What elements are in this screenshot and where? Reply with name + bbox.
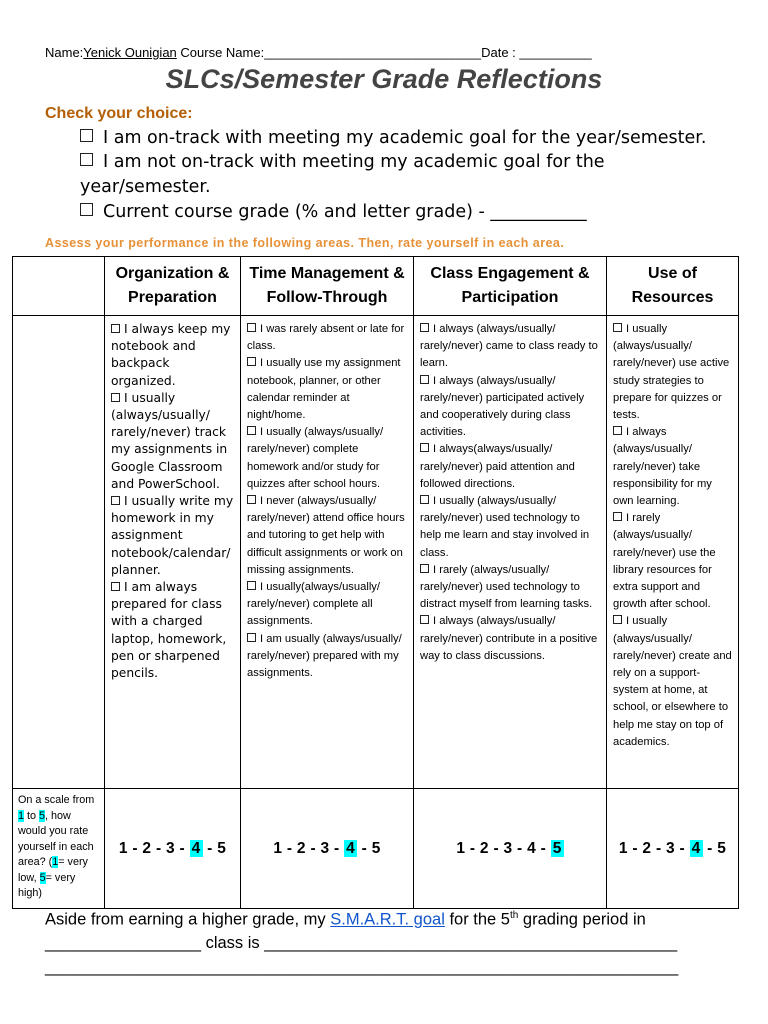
statement-text: I usually(always/usually/ rarely/never) complete all assignments. [247, 581, 381, 628]
checkbox-icon[interactable] [247, 426, 256, 435]
statement-item[interactable] [613, 613, 733, 751]
rating-separator: - [282, 839, 297, 857]
statement-item[interactable] [247, 493, 408, 579]
checkbox-icon[interactable] [420, 443, 429, 452]
rating-option-1[interactable]: 1 [273, 839, 283, 857]
statement-text: I always (always/usually/ rarely/never) take responsibility for my own learning. [613, 426, 712, 508]
date-blank: __________ [519, 45, 592, 60]
checkbox-icon[interactable] [420, 564, 429, 573]
rating-option-4[interactable]: 4 [346, 839, 356, 857]
rating-separator: - [357, 839, 372, 857]
student-name: Yenick Ounigian [83, 45, 177, 60]
table-row-statements [13, 316, 739, 789]
table-row-ratings [13, 789, 739, 909]
rating-option-2[interactable]: 2 [642, 839, 652, 857]
rating-separator: - [536, 839, 551, 857]
choice-not-on-track-continued: year/semester. [80, 177, 211, 197]
checkbox-icon[interactable] [80, 203, 93, 216]
checkbox-icon[interactable] [613, 426, 622, 435]
name-label: Name: [45, 45, 84, 60]
checkbox-icon[interactable] [613, 323, 622, 332]
rating-separator: - [512, 839, 528, 857]
assess-instruction: Assess your performance in the following areas. Then, rate yourself in each area. [45, 236, 565, 250]
statement-item[interactable] [247, 321, 408, 355]
rating-separator: - [488, 839, 504, 857]
statement-item[interactable] [420, 321, 601, 373]
checkbox-icon[interactable] [420, 323, 429, 332]
statement-item[interactable] [613, 424, 733, 510]
statement-item[interactable] [420, 493, 601, 562]
reflection-table [12, 256, 739, 909]
checkbox-icon[interactable] [247, 581, 256, 590]
statements-empty-cell [13, 316, 105, 789]
checkbox-icon[interactable] [613, 615, 622, 624]
statement-text: I usually (always/usually/ rarely/never) complete homework and/or study for quizzes after school hours. [247, 426, 384, 490]
statement-item[interactable] [247, 631, 408, 683]
rating-option-4[interactable]: 4 [691, 839, 701, 857]
checkbox-icon[interactable] [613, 512, 622, 521]
checkbox-icon[interactable] [420, 615, 429, 624]
header-line [45, 45, 592, 60]
statement-text: I always(always/usually/ rarely/never) paid attention and followed directions. [420, 443, 575, 490]
page-title: SLCs/Semester Grade Reflections [165, 64, 603, 94]
table-header-row [13, 257, 739, 316]
rating-separator: - [465, 839, 480, 857]
rating-option-1[interactable]: 1 [456, 839, 466, 857]
rating-separator: - [174, 839, 190, 857]
rating-option-4[interactable]: 4 [527, 839, 537, 857]
statement-text: I always keep my notebook and backpack organized. [111, 322, 231, 388]
rating-option-2[interactable]: 2 [296, 839, 306, 857]
organization-statements [105, 316, 241, 789]
scale-question: On a scale from 1 to 5, how would you rate yourself in each area? (1= very low, 5= very high) [13, 789, 105, 909]
statement-text: I usually (always/usually/ rarely/never) create and rely on a support-system at home, at school, or elsewhere to help me stay on top of academics. [613, 615, 732, 748]
rating-class-engagement[interactable] [414, 789, 607, 909]
checkbox-icon[interactable] [111, 582, 120, 591]
rating-separator: - [127, 839, 143, 857]
choice-not-on-track[interactable]: I am not on-track with meeting my academic goal for the [80, 152, 605, 172]
course-label: Course Name: [176, 45, 265, 60]
rating-separator: - [329, 839, 345, 857]
rating-option-5[interactable]: 5 [552, 839, 562, 857]
rating-option-2[interactable]: 2 [142, 839, 152, 857]
header-organization: Organization & Preparation [105, 257, 241, 316]
statement-text: I usually (always/usually/ rarely/never) used technology to help me learn and stay involved in class. [420, 495, 590, 559]
checkbox-icon[interactable] [420, 375, 429, 384]
statement-text: I usually (always/usually/ rarely/never) use active study strategies to prepare for quizzes or tests. [613, 323, 730, 422]
statement-item[interactable] [247, 579, 408, 631]
checkbox-icon[interactable] [80, 153, 93, 166]
statement-text: I usually (always/usually/ rarely/never) track my assignments in Google Classroom and PowerSchool. [111, 390, 228, 491]
statement-item[interactable] [420, 441, 601, 493]
choice-current-grade[interactable]: Current course grade (% and letter grade) - ___________ [80, 202, 587, 222]
checkbox-icon[interactable] [111, 496, 120, 505]
rating-option-2[interactable]: 2 [479, 839, 489, 857]
checkbox-icon[interactable] [80, 129, 93, 142]
smart-goal-line-1: Aside from earning a higher grade, my S.M.A.R.T. goal for the 5th grading period in [45, 910, 646, 929]
statement-item[interactable] [111, 579, 235, 682]
statement-text: I usually write my homework in my assignment notebook/calendar/ planner. [111, 494, 234, 577]
header-use-of-resources: Use of Resources [607, 257, 739, 316]
check-choice-heading: Check your choice: [45, 105, 193, 122]
statement-item[interactable] [613, 510, 733, 613]
rating-separator: - [627, 839, 643, 857]
rating-separator: - [651, 839, 667, 857]
statement-item[interactable] [420, 613, 601, 665]
statement-text: I always (always/usually/ rarely/never) contribute in a positive way to class discussions. [420, 615, 598, 662]
statement-text: I am always prepared for class with a charged laptop, homework, pen or sharpened pencils. [111, 580, 227, 681]
statement-text: I am usually (always/usually/ rarely/never) prepared with my assignments. [247, 632, 402, 680]
statement-item[interactable] [247, 424, 408, 493]
statement-text: I rarely (always/usually/ rarely/never) used technology to distract myself from learning tasks. [420, 563, 593, 611]
header-empty-cell [13, 257, 105, 316]
statement-item[interactable] [111, 390, 235, 493]
rating-option-3[interactable]: 3 [166, 839, 175, 857]
rating-option-3[interactable]: 3 [666, 839, 675, 857]
checkbox-icon[interactable] [111, 393, 120, 402]
statement-text: I always (always/usually/ rarely/never) participated actively and cooperatively during class activities. [420, 374, 585, 439]
resources-statements [607, 316, 739, 789]
rating-option-1[interactable]: 1 [118, 839, 128, 857]
rating-time-management[interactable] [241, 789, 414, 909]
rating-option-5[interactable]: 5 [371, 839, 381, 857]
statement-item[interactable] [111, 493, 235, 579]
checkbox-icon[interactable] [247, 633, 256, 642]
checkbox-icon[interactable] [247, 357, 256, 366]
date-label: Date : [481, 45, 520, 60]
rating-separator: - [305, 839, 321, 857]
statement-text: I rarely (always/usually/ rarely/never) use the library resources for extra support and growth after school. [613, 512, 716, 611]
checkbox-icon[interactable] [247, 323, 256, 332]
checkbox-icon[interactable] [111, 324, 120, 333]
statement-item[interactable] [420, 373, 601, 442]
header-time-management: Time Management & Follow-Through [241, 257, 414, 316]
statement-text: I always (always/usually/ rarely/never) came to class ready to learn. [420, 323, 598, 370]
rating-use-of-resources[interactable] [607, 789, 739, 909]
choice-on-track[interactable]: I am on-track with meeting my academic goal for the year/semester. [80, 128, 706, 148]
engagement-statements [414, 316, 607, 789]
rating-separator: - [202, 839, 218, 857]
header-class-engagement: Class Engagement & Participation [414, 257, 607, 316]
statement-item[interactable] [613, 321, 733, 424]
rating-option-5[interactable]: 5 [217, 839, 227, 857]
checkbox-icon[interactable] [420, 495, 429, 504]
statement-text: I usually use my assignment notebook, planner, or other calendar reminder at night/home. [247, 357, 401, 422]
rating-organization[interactable] [105, 789, 241, 909]
smart-goal-line-2[interactable]: _________________ class is _____________________________________________ [45, 934, 678, 952]
rating-separator: - [151, 839, 167, 857]
statement-item[interactable] [420, 562, 601, 614]
rating-option-3[interactable]: 3 [503, 839, 513, 857]
statement-item[interactable] [111, 321, 235, 390]
smart-goal-line-3[interactable]: _____________________________________________________________________ [45, 958, 679, 976]
checkbox-icon[interactable] [247, 495, 256, 504]
statement-text: I was rarely absent or late for class. [247, 323, 405, 353]
rating-option-1[interactable]: 1 [618, 839, 628, 857]
smart-goal-link[interactable]: S.M.A.R.T. goal [330, 910, 445, 929]
time-management-statements [241, 316, 414, 789]
rating-separator: - [674, 839, 690, 857]
rating-option-5[interactable]: 5 [717, 839, 727, 857]
rating-option-3[interactable]: 3 [320, 839, 330, 857]
course-blank: ______________________________ [264, 45, 482, 60]
statement-item[interactable] [247, 355, 408, 424]
rating-separator: - [702, 839, 718, 857]
rating-option-4[interactable]: 4 [191, 839, 201, 857]
statement-text: I never (always/usually/ rarely/never) attend office hours and tutoring to get help with difficult assignments or work on missing assignments. [247, 495, 405, 576]
